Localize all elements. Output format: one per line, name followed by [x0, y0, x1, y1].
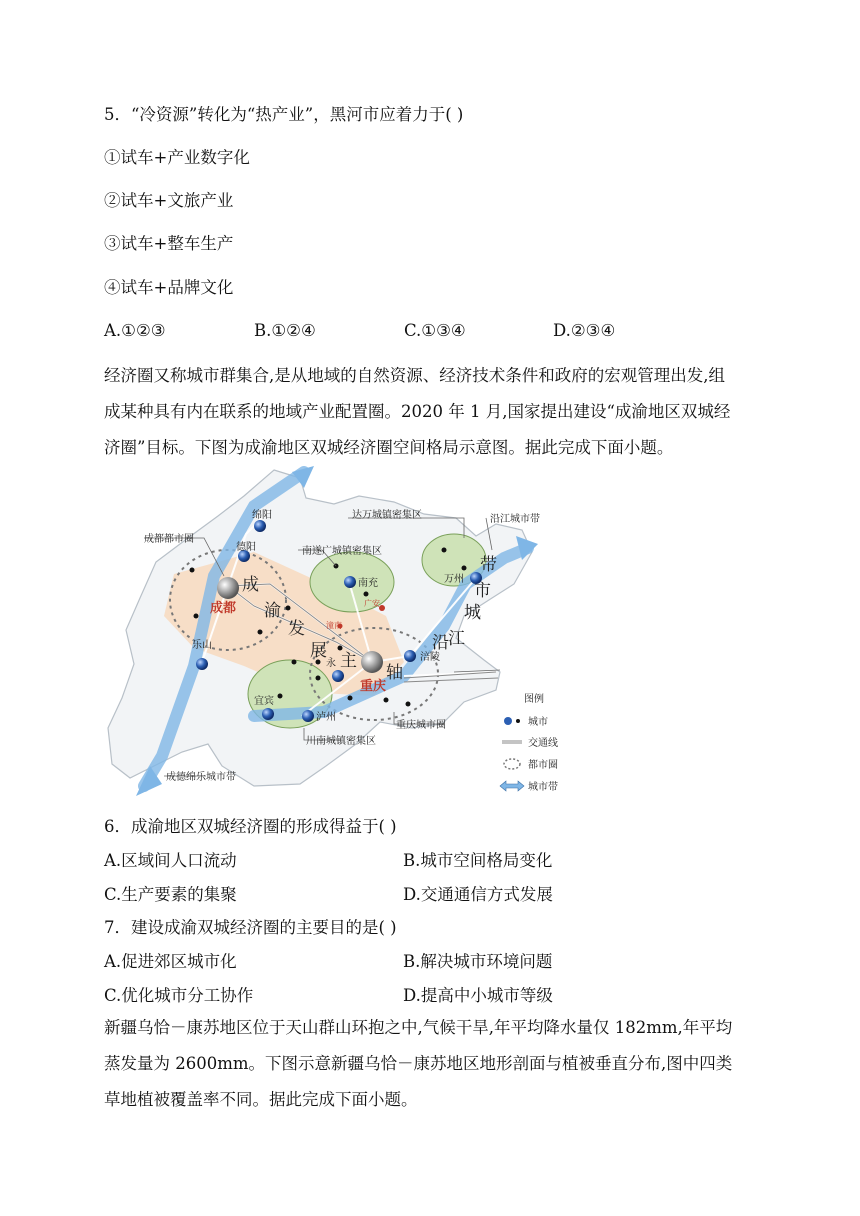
q6-option-b[interactable]: B.城市空间格局变化 — [403, 851, 553, 870]
q5-item-3: ③试车+整车生产 — [104, 234, 234, 253]
axis-char: 主 — [340, 651, 357, 671]
luzhou-city-marker — [302, 710, 314, 722]
river-belt-char: 城 — [464, 603, 481, 623]
label-dawan: 达万城镇密集区 — [352, 510, 422, 521]
axis-char: 成 — [242, 575, 259, 595]
river-belt-char: 江 — [448, 629, 465, 649]
q6-option-a[interactable]: A.区域间人口流动 — [104, 851, 237, 870]
label-luzhou: 泸州 — [316, 712, 336, 723]
passage-line: 蒸发量为 2600mm。下图示意新疆乌恰－康苏地区地形剖面与植被垂直分布,图中四类 — [104, 1054, 733, 1073]
passage-line: 经济圈又称城市群集合,是从地域的自然资源、经济技术条件和政府的宏观管理出发,组 — [104, 366, 725, 385]
passage-economic-circle — [104, 358, 764, 466]
q5-option-a[interactable]: A.①②③ — [104, 321, 166, 340]
passage-line: 新疆乌恰－康苏地区位于天山群山环抱之中,气候干旱,年平均降水量仅 182mm,年平均 — [104, 1018, 733, 1037]
legend-metro-icon — [504, 759, 520, 769]
axis-char: 展 — [310, 641, 327, 661]
question-7-stem: 7．建设成渝双城经济圈的主要目的是( ) — [104, 918, 397, 937]
q5-option-c[interactable]: C.①③④ — [404, 321, 466, 340]
label-yanjiang-belt: 沿江城市带 — [490, 514, 540, 525]
label-yibin: 宜宾 — [254, 696, 274, 707]
label-guangan: 广安 — [364, 599, 380, 608]
q5-option-d[interactable]: D.②③④ — [553, 321, 616, 340]
passage-line: 成某种具有内在联系的地域产业配置圈。2020 年 1 月,国家提出建设“成渝地区双城经 — [104, 402, 731, 421]
q5-item-2: ②试车+文旅产业 — [104, 191, 234, 210]
q6-option-c[interactable]: C.生产要素的集聚 — [104, 885, 237, 904]
q6-option-d[interactable]: D.交通通信方式发展 — [403, 885, 553, 904]
label-mianyang: 绵阳 — [252, 510, 272, 521]
passage-line: 草地植被覆盖率不同。据此完成下面小题。 — [104, 1090, 418, 1109]
q7-option-b[interactable]: B.解决城市环境问题 — [403, 952, 553, 971]
label-chuannan: 川南城镇密集区 — [306, 736, 376, 747]
label-chengdu-metro: 成都都市圈 — [144, 534, 194, 545]
label-chengdu: 成都 — [210, 601, 237, 616]
question-6-stem: 6．成渝地区双城经济圈的形成得益于( ) — [104, 817, 397, 836]
mianyang-city-marker — [254, 520, 266, 532]
legend-city-icon — [504, 717, 512, 725]
legend-belt: 城市带 — [528, 782, 558, 793]
legend-belt-icon — [500, 781, 524, 791]
label-chongqing-metro: 重庆城市圈 — [396, 720, 446, 731]
legend-small-city-icon — [516, 719, 520, 723]
legend-metro: 都市圈 — [528, 760, 558, 771]
river-belt-char: 带 — [480, 555, 497, 575]
label-nanchong: 南充 — [358, 578, 378, 589]
q7-option-a[interactable]: A.促进郊区城市化 — [104, 952, 237, 971]
label-nansuiguang: 南遂广城镇密集区 — [302, 546, 382, 557]
chengdu-city-marker — [217, 577, 239, 599]
label-fuling: 涪陵 — [420, 652, 440, 663]
axis-char: 轴 — [386, 663, 403, 683]
label-deyang: 德阳 — [236, 542, 256, 553]
axis-char: 渝 — [264, 601, 281, 621]
legend-title: 图例 — [524, 694, 544, 705]
map-legend — [500, 692, 558, 793]
river-belt-char: 沿 — [432, 633, 449, 653]
chengyu-economic-circle-map — [104, 466, 584, 800]
q5-item-1: ①试车+产业数字化 — [104, 148, 250, 167]
label-tongnan: 潼南 — [326, 621, 342, 630]
passage-xinjiang — [104, 1010, 764, 1118]
label-chengdemianle: 成德绵乐城市带 — [166, 772, 236, 783]
yongchuan-city-marker — [332, 670, 344, 682]
chongqing-city-marker — [361, 651, 383, 673]
legend-city: 城市 — [528, 717, 548, 728]
label-chongqing: 重庆 — [360, 679, 387, 694]
label-leshan: 乐山 — [192, 640, 212, 651]
q7-option-d[interactable]: D.提高中小城市等级 — [403, 986, 553, 1005]
question-5-stem: 5．“冷资源”转化为“热产业”，黑河市应着力于( ) — [104, 105, 464, 124]
q7-option-c[interactable]: C.优化城市分工协作 — [104, 986, 254, 1005]
label-yongchuan: 永 — [326, 658, 336, 669]
label-wanzhou: 万州 — [444, 574, 464, 585]
q5-item-4: ④试车+品牌文化 — [104, 278, 234, 297]
axis-char: 发 — [288, 619, 305, 639]
legend-transport: 交通线 — [528, 738, 558, 749]
q5-option-b[interactable]: B.①②④ — [254, 321, 316, 340]
fuling-city-marker — [404, 650, 416, 662]
leshan-city-marker — [196, 658, 208, 670]
nanchong-city-marker — [344, 576, 356, 588]
yibin-city-marker — [262, 708, 274, 720]
river-belt-char: 市 — [474, 581, 491, 601]
passage-line: 济圈”目标。下图为成渝地区双城经济圈空间格局示意图。据此完成下面小题。 — [104, 438, 674, 457]
